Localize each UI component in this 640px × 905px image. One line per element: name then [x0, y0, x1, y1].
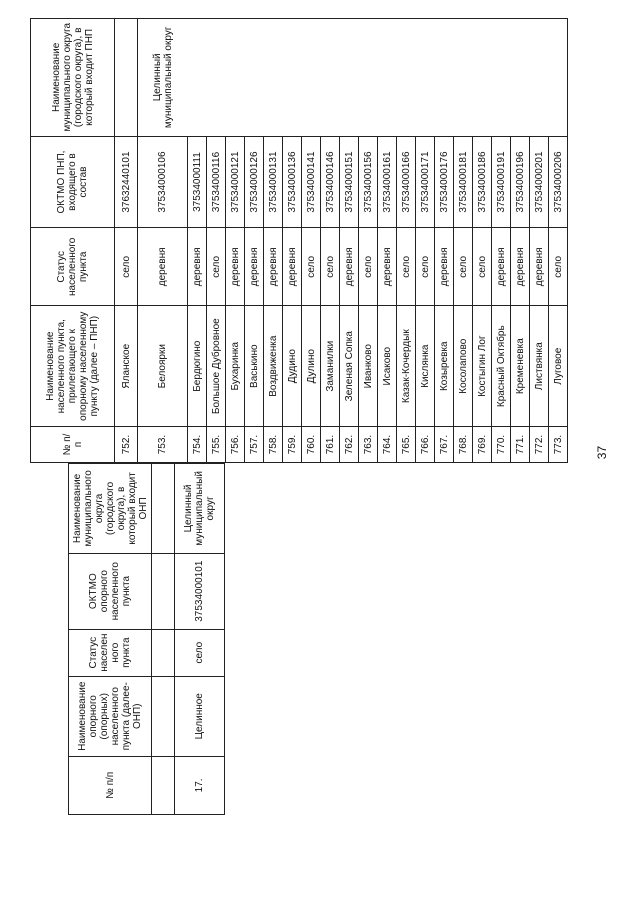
settlement-name: Дулино	[302, 306, 321, 427]
row-number: 764.	[378, 427, 397, 463]
row-number: 17.	[175, 756, 225, 814]
oktmo-code: 37534000171	[416, 136, 435, 228]
settlement-status: деревня	[138, 228, 188, 306]
row-number: 756.	[226, 427, 245, 463]
header-cell: № п/п	[69, 756, 152, 814]
settlement-status: деревня	[530, 228, 549, 306]
header-cell: Наименование опорного (опорных) населенного пункта (далее- ОНП)	[69, 676, 152, 756]
settlement-status: село	[397, 228, 416, 306]
district-name	[115, 19, 138, 137]
table-row	[175, 464, 225, 815]
settlement-name: Заманилки	[321, 306, 340, 427]
oktmo-code: 37534000111	[188, 136, 207, 228]
row-number: 754.	[188, 427, 207, 463]
row-number: 758.	[264, 427, 283, 463]
table-row	[152, 464, 175, 815]
row-number: 768.	[454, 427, 473, 463]
settlement-status: деревня	[378, 228, 397, 306]
row-number: 752.	[115, 427, 138, 463]
settlement-status: село	[302, 228, 321, 306]
oktmo-code: 37534000101	[175, 553, 225, 629]
settlement-status: село	[359, 228, 378, 306]
settlement-name: Костыгин Лог	[473, 306, 492, 427]
row-number: 763.	[359, 427, 378, 463]
header-cell: Статус населенного пункта	[31, 228, 115, 306]
row-number: 772.	[530, 427, 549, 463]
table-pnp-header	[31, 19, 115, 463]
oktmo-code: 37534000141	[302, 136, 321, 228]
row-number: 761.	[321, 427, 340, 463]
row-number: 773.	[549, 427, 568, 463]
settlement-name: Луговое	[549, 306, 568, 427]
settlement-name: Исаково	[378, 306, 397, 427]
row-number: 759.	[283, 427, 302, 463]
settlement-status: село	[175, 629, 225, 676]
settlement-status: деревня	[188, 228, 207, 306]
table-row	[138, 19, 188, 463]
oktmo-code: 37534000151	[340, 136, 359, 228]
oktmo-code: 37534000191	[492, 136, 511, 228]
page-number: 37	[595, 445, 609, 460]
settlement-status: село	[416, 228, 435, 306]
settlement-status: деревня	[340, 228, 359, 306]
settlement-status: село	[321, 228, 340, 306]
settlement-status: деревня	[264, 228, 283, 306]
settlement-name: Дудино	[283, 306, 302, 427]
table-row	[115, 19, 138, 463]
header-cell: Наименование муниципального округа (городского округа), в который входит ОНП	[69, 464, 152, 554]
oktmo-code: 37534000181	[454, 136, 473, 228]
row-number: 769.	[473, 427, 492, 463]
settlement-status: село	[454, 228, 473, 306]
settlement-name: Бухаринка	[226, 306, 245, 427]
settlement-status: деревня	[492, 228, 511, 306]
oktmo-code: 37632440101	[115, 136, 138, 228]
settlement-name: Васькино	[245, 306, 264, 427]
table-pnp	[30, 18, 568, 463]
settlement-name: Кислянка	[416, 306, 435, 427]
settlement-name: Бердюгино	[188, 306, 207, 427]
oktmo-code: 37534000166	[397, 136, 416, 228]
settlement-name: Козыревка	[435, 306, 454, 427]
row-number: 760.	[302, 427, 321, 463]
oktmo-code: 37534000116	[207, 136, 226, 228]
settlement-name: Белоярки	[138, 306, 188, 427]
settlement-status: деревня	[283, 228, 302, 306]
settlement-name: Иванково	[359, 306, 378, 427]
settlement-status: деревня	[435, 228, 454, 306]
oktmo-code: 37534000146	[321, 136, 340, 228]
oktmo-code: 37534000121	[226, 136, 245, 228]
oktmo-code: 37534000196	[511, 136, 530, 228]
row-number: 770.	[492, 427, 511, 463]
header-cell: Наименование муниципального округа (городского округа), в который входит ПНП	[31, 19, 115, 137]
district-name: Целинный муниципальный округ	[175, 464, 225, 554]
table-onp-header	[69, 464, 152, 815]
settlement-status: деревня	[511, 228, 530, 306]
settlement-name: Казак-Кочердык	[397, 306, 416, 427]
header-cell: ОКТМО опорного населенного пункта	[69, 553, 152, 629]
header-cell: № п/п	[31, 427, 115, 463]
row-number: 766.	[416, 427, 435, 463]
settlement-name: Косолапово	[454, 306, 473, 427]
oktmo-code: 37534000126	[245, 136, 264, 228]
settlement-status: деревня	[245, 228, 264, 306]
settlement-name: Воздвиженка	[264, 306, 283, 427]
settlement-status: село	[473, 228, 492, 306]
table-onp	[68, 463, 225, 815]
row-number: 757.	[245, 427, 264, 463]
settlement-status: село	[115, 228, 138, 306]
oktmo-code: 37534000156	[359, 136, 378, 228]
header-cell: ОКТМО ПНП, входящего в состав	[31, 136, 115, 228]
oktmo-code: 37534000161	[378, 136, 397, 228]
settlement-name: Яланское	[115, 306, 138, 427]
settlement-status: село	[549, 228, 568, 306]
settlement-name: Красный Октябрь	[492, 306, 511, 427]
row-number: 755.	[207, 427, 226, 463]
oktmo-code: 37534000206	[549, 136, 568, 228]
settlement-name: Кременевка	[511, 306, 530, 427]
header-cell: Наименование населенного пункта, прилегающего к опорному населенному пункту (далее – ПНП)	[31, 306, 115, 427]
row-number: 767.	[435, 427, 454, 463]
row-number: 762.	[340, 427, 359, 463]
district-name: Целинный муниципальный округ	[138, 19, 568, 137]
oktmo-code: 37534000176	[435, 136, 454, 228]
settlement-name: Большое Дубровное	[207, 306, 226, 427]
settlement-name: Целинное	[175, 676, 225, 756]
oktmo-code: 37534000201	[530, 136, 549, 228]
settlement-status: деревня	[226, 228, 245, 306]
oktmo-code: 37534000106	[138, 136, 188, 228]
row-number: 753.	[138, 427, 188, 463]
row-number: 771.	[511, 427, 530, 463]
oktmo-code: 37534000186	[473, 136, 492, 228]
header-cell: Статус населен ного пункта	[69, 629, 152, 676]
row-number: 765.	[397, 427, 416, 463]
settlement-name: Листвянка	[530, 306, 549, 427]
oktmo-code: 37534000131	[264, 136, 283, 228]
settlement-status: село	[207, 228, 226, 306]
oktmo-code: 37534000136	[283, 136, 302, 228]
settlement-name: Зеленая Сопка	[340, 306, 359, 427]
